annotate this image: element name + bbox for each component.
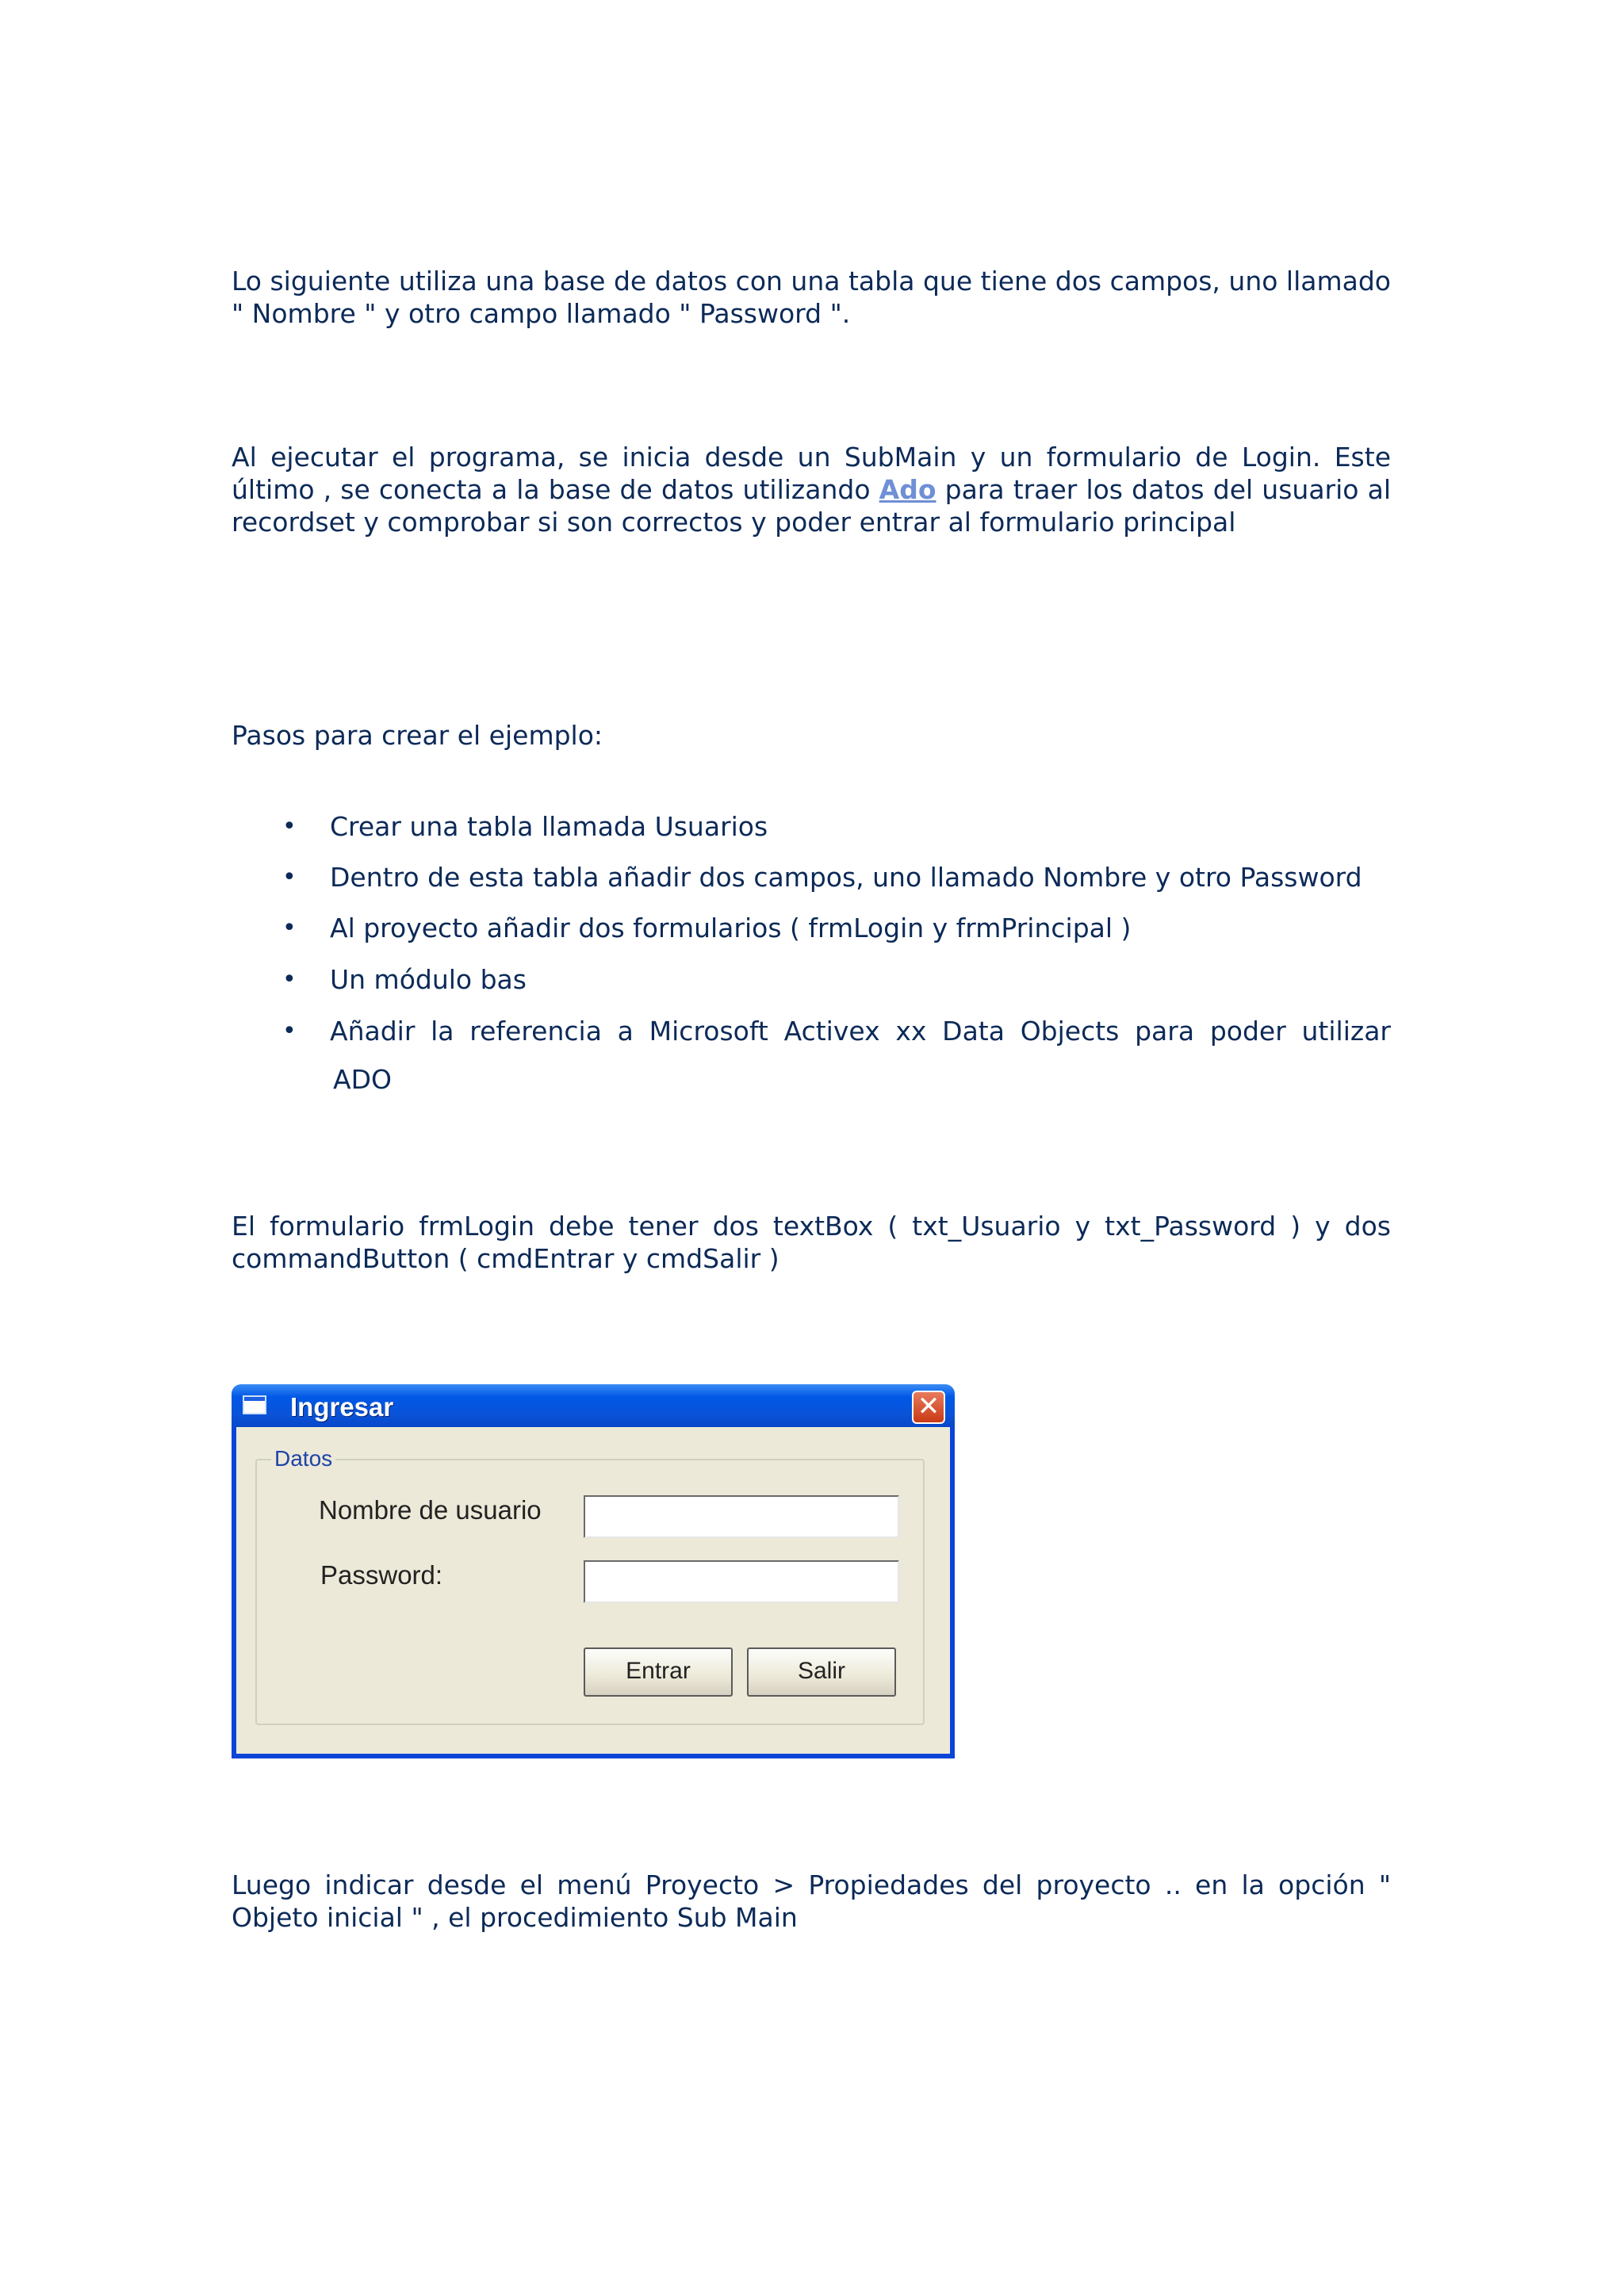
steps-list	[232, 810, 1391, 1096]
startup-instructions-paragraph: Luego indicar desde el menú Proyecto > Propiedades del proyecto .. en la opción " Objeto inicial " , el procedimiento Sub Main	[232, 1869, 1391, 1933]
list-item	[232, 810, 1391, 861]
login-dialog	[232, 1384, 955, 1758]
bullet-icon: •	[282, 813, 297, 840]
bullet-icon: •	[282, 863, 297, 891]
list-item-text: ADO	[333, 1064, 392, 1095]
password-label: Password:	[320, 1560, 443, 1590]
form-requirements-paragraph: El formulario frmLogin debe tener dos textBox ( txt_Usuario y txt_Password ) y dos commandButton ( cmdEntrar y cmdSalir )	[232, 1211, 1391, 1274]
dialog-title: Ingresar	[290, 1392, 394, 1422]
dialog-body	[236, 1427, 950, 1754]
description-text-end: para traer los datos del usuario al recordset y comprobar si son correctos y poder entrar al formulario principal	[232, 474, 1391, 538]
password-input[interactable]	[584, 1560, 899, 1603]
steps-heading: Pasos para crear el ejemplo:	[232, 720, 603, 751]
description-paragraph	[232, 441, 1391, 538]
list-item-text: Al proyecto añadir dos formularios ( frmLogin y frmPrincipal )	[330, 913, 1132, 943]
bullet-icon: •	[282, 914, 297, 942]
window-icon	[243, 1395, 266, 1414]
ado-link[interactable]: Ado	[879, 474, 936, 505]
bullet-icon: •	[282, 1017, 297, 1045]
username-label: Nombre de usuario	[319, 1495, 542, 1525]
dialog-titlebar[interactable]	[232, 1384, 955, 1427]
intro-paragraph: Lo siguiente utiliza una base de datos con una tabla que tiene dos campos, uno llamado " Nombre " y otro campo llamado " Password ".	[232, 266, 1391, 329]
username-input[interactable]	[584, 1495, 899, 1538]
list-item	[232, 1015, 1391, 1063]
list-item-text: Crear una tabla llamada Usuarios	[330, 811, 768, 842]
datos-groupbox	[255, 1446, 925, 1725]
group-label: Datos	[271, 1446, 335, 1471]
list-item	[232, 963, 1391, 1015]
list-item-text: Dentro de esta tabla añadir dos campos, uno llamado Nombre y otro Password	[330, 862, 1362, 893]
list-item-text: Un módulo bas	[330, 964, 527, 995]
list-item	[232, 861, 1391, 912]
list-item-text: Añadir la referencia a Microsoft Activex xx Data Objects para poder utilizar	[330, 1016, 1391, 1047]
entrar-button[interactable]: Entrar	[584, 1647, 733, 1697]
description-text-start: Al ejecutar el programa, se inicia desde un SubMain y un formulario de Login. Este último , se conecta a la base de datos utilizando	[232, 442, 1391, 505]
salir-button[interactable]: Salir	[747, 1647, 896, 1697]
list-item-continuation	[232, 1063, 1391, 1096]
close-button[interactable]: ✕	[912, 1391, 945, 1424]
list-item	[232, 912, 1391, 963]
bullet-icon: •	[282, 966, 297, 993]
